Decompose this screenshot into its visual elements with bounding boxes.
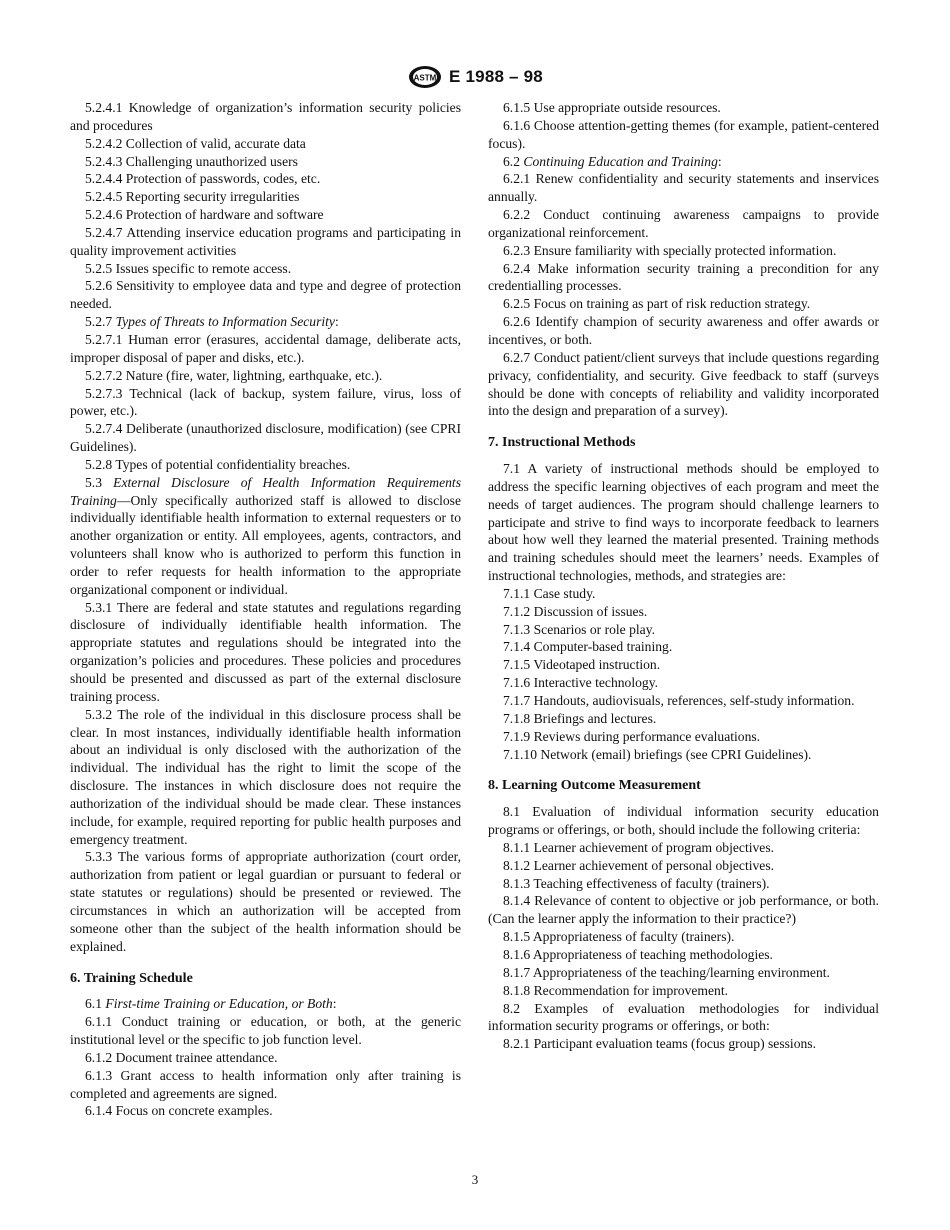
paragraph-text: The role of the individual in this disclosure process shall be clear. In most instances, individually identifiable health information about an individual is only disclosed with the authorization of the individual. The individual has the right to limit the scope of the disclosure. The instances in which disclosure does not require the authorization of the individual should be made clear. These instances include, for example, required reporting for public health purposes and emergency treatment. (70, 706, 462, 847)
left-column (70, 99, 461, 1120)
paragraph-text: Learner achievement of program objectives. (533, 839, 775, 855)
section-number: 8.1 (503, 804, 520, 820)
section-number: 5.2.7.2 (85, 367, 123, 383)
paragraph-text: Interactive technology. (533, 675, 659, 691)
paragraph-text: : (332, 996, 337, 1012)
section-number: 5.2.4.4 (85, 171, 123, 187)
section-number: 7.1.3 (503, 621, 531, 637)
paragraph-text: : (334, 314, 339, 330)
paragraph (488, 460, 879, 585)
section-number: 5.2.4.5 (85, 189, 123, 205)
section-number: 6.1.3 (85, 1067, 113, 1083)
paragraph-text: Evaluation of individual information security education programs or offerings, or both, should include the following criteria: (488, 804, 879, 838)
paragraph (488, 1000, 879, 1036)
section-number: 6.1.1 (85, 1014, 113, 1030)
paragraph-text: Conduct training or education, or both, at the generic institutional level or the specific to job function level. (70, 1014, 461, 1048)
paragraph (70, 313, 461, 331)
paragraph-text: Examples of evaluation methodologies for individual information security programs or offerings, or both: (488, 1000, 879, 1034)
section-number: 6.1.5 (503, 100, 531, 115)
paragraph-text: The various forms of appropriate authorization (court order, authorization from patient or legal guardian or pursuant to federal or state statutes or regulations) should be presented or reviewed. The circumstances in which an authorization will be accepted from someone other than the subject of the health information should be explained. (70, 849, 462, 954)
paragraph-text: Relevance of content to objective or job performance, or both. (Can the learner apply the information to their practice?) (488, 893, 879, 927)
paragraph-text: Computer-based training. (533, 639, 673, 655)
section-number: 5.2.7.1 (85, 331, 123, 347)
section-number: 5.3 (85, 474, 102, 490)
paragraph (70, 1013, 461, 1049)
section-number: 7.1.2 (503, 603, 531, 619)
section-number: 5.2.5 (85, 260, 113, 276)
section-number: 7.1.9 (503, 728, 531, 744)
section-number: 5.2.4.3 (85, 153, 123, 169)
paragraph-text: Briefings and lectures. (533, 710, 657, 726)
section-number: 5.2.4.7 (85, 224, 123, 240)
paragraph (70, 135, 461, 153)
paragraph-text: Knowledge of organization’s information security policies and procedures (70, 100, 461, 133)
paragraph (70, 170, 461, 188)
section-heading: 6. Training Schedule (70, 970, 193, 986)
paragraph (488, 99, 879, 117)
paragraph-text: Use appropriate outside resources. (533, 100, 721, 115)
paragraph-text: Grant access to health information only after training is completed and agreements are signed. (70, 1067, 461, 1101)
section-number: 6.2.4 (503, 260, 531, 276)
paragraph-text: Types of potential confidentiality breaches. (115, 456, 351, 472)
paragraph-text: Collection of valid, accurate data (125, 135, 306, 151)
paragraph (70, 599, 461, 706)
paragraph-text: Renew confidentiality and security statements and inservices annually. (488, 171, 880, 205)
svg-text:ASTM: ASTM (413, 73, 437, 83)
section-number: 5.2.7.3 (85, 385, 123, 401)
section-number: 5.3.1 (85, 599, 113, 615)
section-number: 6.2.7 (503, 349, 531, 365)
paragraph-text: Appropriateness of the teaching/learning environment. (532, 964, 830, 980)
paragraph (70, 224, 461, 260)
section-number: 6.1.6 (503, 117, 531, 133)
paragraph (70, 1049, 461, 1067)
paragraph-text: Case study. (533, 585, 596, 601)
paragraph (70, 848, 461, 955)
right-column (488, 99, 879, 1053)
paragraph (488, 746, 879, 764)
paragraph (488, 928, 879, 946)
paragraph (488, 710, 879, 728)
paragraph-text: Ensure familiarity with specially protected information. (533, 242, 837, 258)
paragraph (70, 456, 461, 474)
paragraph-text: Issues specific to remote access. (115, 260, 292, 276)
section-number: 6.1.2 (85, 1049, 113, 1065)
section-number: 8.1.3 (503, 875, 531, 891)
paragraph (70, 99, 461, 135)
paragraph (488, 892, 879, 928)
section-number: 5.2.4.6 (85, 207, 123, 223)
section-number: 8.1.8 (503, 982, 531, 998)
paragraph-text: A variety of instructional methods should be employed to address the specific learning objectives of each program and meet the needs of target audiences. The program should challenge learners to participate and strive to find ways to incorporate feedback to learners about how well they learned the material presented. Training methods and training schedules should meet the learners’ needs. Examples of instructional technologies, methods, and strategies are: (488, 461, 879, 584)
paragraph-text: Document trainee attendance. (115, 1049, 278, 1065)
paragraph (488, 946, 879, 964)
section-number: 8.1.5 (503, 929, 531, 945)
paragraph (488, 875, 879, 893)
paragraph-text: Deliberate (unauthorized disclosure, modification) (see CPRI Guidelines). (70, 421, 461, 455)
document-designation: E 1988 – 98 (449, 67, 543, 86)
section-number: 8.1.2 (503, 857, 531, 873)
paragraph-text: There are federal and state statutes and regulations regarding disclosure of individually identifiable health information. The appropriate statutes and regulations should be integrated into the organization’s policies and procedures. These policies and procedures should be presented and discussed as part of the external disclosure training process. (70, 599, 461, 704)
astm-logo-icon (407, 64, 443, 90)
section-number: 6.2.5 (503, 296, 531, 312)
italic-title: Continuing Education and Training (523, 153, 718, 169)
section-number: 8.1.4 (503, 893, 531, 909)
section-number: 6.2.2 (503, 207, 531, 223)
section-number: 8.1.6 (503, 946, 531, 962)
section-number: 6.1 (85, 996, 102, 1012)
paragraph (488, 674, 879, 692)
section-number: 8.1.7 (503, 964, 531, 980)
section-heading: 8. Learning Outcome Measurement (488, 778, 701, 794)
paragraph-text: Conduct continuing awareness campaigns to provide organizational reinforcement. (488, 207, 879, 240)
section-number: 8.2.1 (503, 1036, 531, 1052)
section-number: 6.2.1 (503, 171, 531, 187)
paragraph (488, 728, 879, 746)
paragraph (488, 313, 879, 349)
section-number: 8.2 (503, 1000, 520, 1016)
paragraph-text: Focus on training as part of risk reduction strategy. (533, 296, 811, 312)
paragraph-text: Learner achievement of personal objectives. (533, 857, 775, 873)
section-number: 5.2.7 (85, 314, 113, 330)
paragraph-text: Nature (fire, water, lightning, earthquake, etc.). (125, 367, 383, 383)
paragraph-text: Identify champion of security awareness and offer awards or incentives, or both. (488, 314, 879, 347)
section-number: 7.1.10 (503, 746, 537, 762)
paragraph (488, 349, 879, 420)
section-number: 6.2.3 (503, 242, 531, 258)
section-number: 7.1.7 (503, 693, 531, 708)
section-number: 7.1 (503, 461, 520, 477)
paragraph-text: —Only specifically authorized staff is allowed to disclose individually identifiable health information to external requesters or to another organization or entity. All employees, agents, contractors, and volunteers shall know who is authorized to perform this function in order to refer requests for health information to the appropriate organizational component or individual. (70, 492, 461, 597)
section-number: 5.2.6 (85, 278, 113, 294)
section-number: 7.1.8 (503, 710, 531, 726)
paragraph (70, 474, 461, 599)
paragraph (70, 385, 461, 421)
paragraph-text: Recommendation for improvement. (533, 982, 729, 998)
paragraph (70, 1102, 461, 1120)
paragraph (488, 1035, 879, 1053)
paragraph (70, 260, 461, 278)
section-number: 8.1.1 (503, 839, 531, 855)
paragraph (70, 420, 461, 456)
section-number: 7.1.5 (503, 657, 531, 673)
section-number: 5.3.2 (85, 706, 113, 722)
paragraph-text: Handouts, audiovisuals, references, self-study information. (533, 693, 855, 708)
paragraph (70, 277, 461, 313)
paragraph (488, 857, 879, 875)
paragraph (488, 964, 879, 982)
section-number: 6.2.6 (503, 314, 531, 330)
paragraph (488, 621, 879, 639)
section-number: 6.1.4 (85, 1103, 113, 1119)
italic-title: Types of Threats to Information Security (115, 314, 335, 330)
paragraph-text: Challenging unauthorized users (125, 153, 298, 169)
section-heading: 7. Instructional Methods (488, 435, 636, 451)
paragraph (488, 656, 879, 674)
section-number: 6.2 (503, 153, 520, 169)
paragraph (488, 153, 879, 171)
paragraph-text: Choose attention-getting themes (for example, patient-centered focus). (488, 117, 879, 151)
page-number: 3 (471, 1172, 479, 1187)
page-header (0, 64, 950, 90)
paragraph-text: : (717, 153, 722, 169)
paragraph-text: Focus on concrete examples. (115, 1103, 273, 1119)
paragraph (488, 206, 879, 242)
paragraph-text: Attending inservice education programs and participating in quality improvement activities (70, 224, 461, 258)
paragraph (488, 803, 879, 839)
paragraph-text: Reviews during performance evaluations. (533, 728, 761, 744)
italic-title: First-time Training or Education, or Both (105, 996, 333, 1012)
paragraph-text: Protection of hardware and software (125, 207, 324, 223)
italic-title: External Disclosure of Health Information Requirements Training (70, 474, 461, 508)
paragraph-text: Reporting security irregularities (125, 189, 300, 205)
paragraph-text: Appropriateness of faculty (trainers). (532, 929, 735, 945)
paragraph (488, 242, 879, 260)
paragraph-text: Conduct patient/client surveys that include questions regarding privacy, confidentiality, and security. Give feedback to staff (surveys should be done with concepts of reliability and validity incorporated into the design and preparation of a survey). (488, 349, 879, 419)
paragraph-text: Videotaped instruction. (533, 657, 661, 673)
paragraph (70, 153, 461, 171)
paragraph (70, 206, 461, 224)
paragraph (488, 638, 879, 656)
paragraph (70, 706, 461, 849)
section-number: 7.1.4 (503, 639, 531, 655)
paragraph-text: Human error (erasures, accidental damage, deliberate acts, improper disposal of paper and disks, etc.). (70, 331, 461, 365)
paragraph (488, 117, 879, 153)
paragraph-text: Protection of passwords, codes, etc. (125, 171, 321, 187)
section-number: 7.1.6 (503, 675, 531, 691)
paragraph (70, 367, 461, 385)
section-number: 5.2.8 (85, 456, 113, 472)
paragraph-text: Sensitivity to employee data and type and degree of protection needed. (70, 278, 461, 312)
paragraph (488, 585, 879, 603)
section-number: 5.2.4.1 (85, 100, 123, 115)
paragraph (488, 295, 879, 313)
paragraph-text: Discussion of issues. (533, 603, 648, 619)
paragraph-text: Participant evaluation teams (focus group) sessions. (533, 1036, 816, 1052)
section-number: 5.2.7.4 (85, 421, 123, 437)
paragraph-text: Technical (lack of backup, system failure, virus, loss of power, etc.). (70, 385, 462, 419)
paragraph (70, 1067, 461, 1103)
paragraph (70, 188, 461, 206)
paragraph-text: Make information security training a precondition for any credentialling processes. (488, 260, 880, 294)
paragraph-text: Teaching effectiveness of faculty (trainers). (533, 875, 770, 891)
paragraph (488, 260, 879, 296)
paragraph (488, 692, 879, 710)
section-number: 5.3.3 (85, 849, 113, 865)
paragraph (488, 982, 879, 1000)
section-number: 5.2.4.2 (85, 135, 123, 151)
paragraph (70, 995, 461, 1013)
paragraph (488, 839, 879, 857)
paragraph (488, 170, 879, 206)
paragraph-text: Appropriateness of teaching methodologies. (532, 946, 773, 962)
paragraph (70, 331, 461, 367)
section-number: 7.1.1 (503, 585, 531, 601)
paragraph (488, 603, 879, 621)
paragraph-text: Network (email) briefings (see CPRI Guidelines). (540, 746, 812, 762)
paragraph-text: Scenarios or role play. (533, 621, 656, 637)
